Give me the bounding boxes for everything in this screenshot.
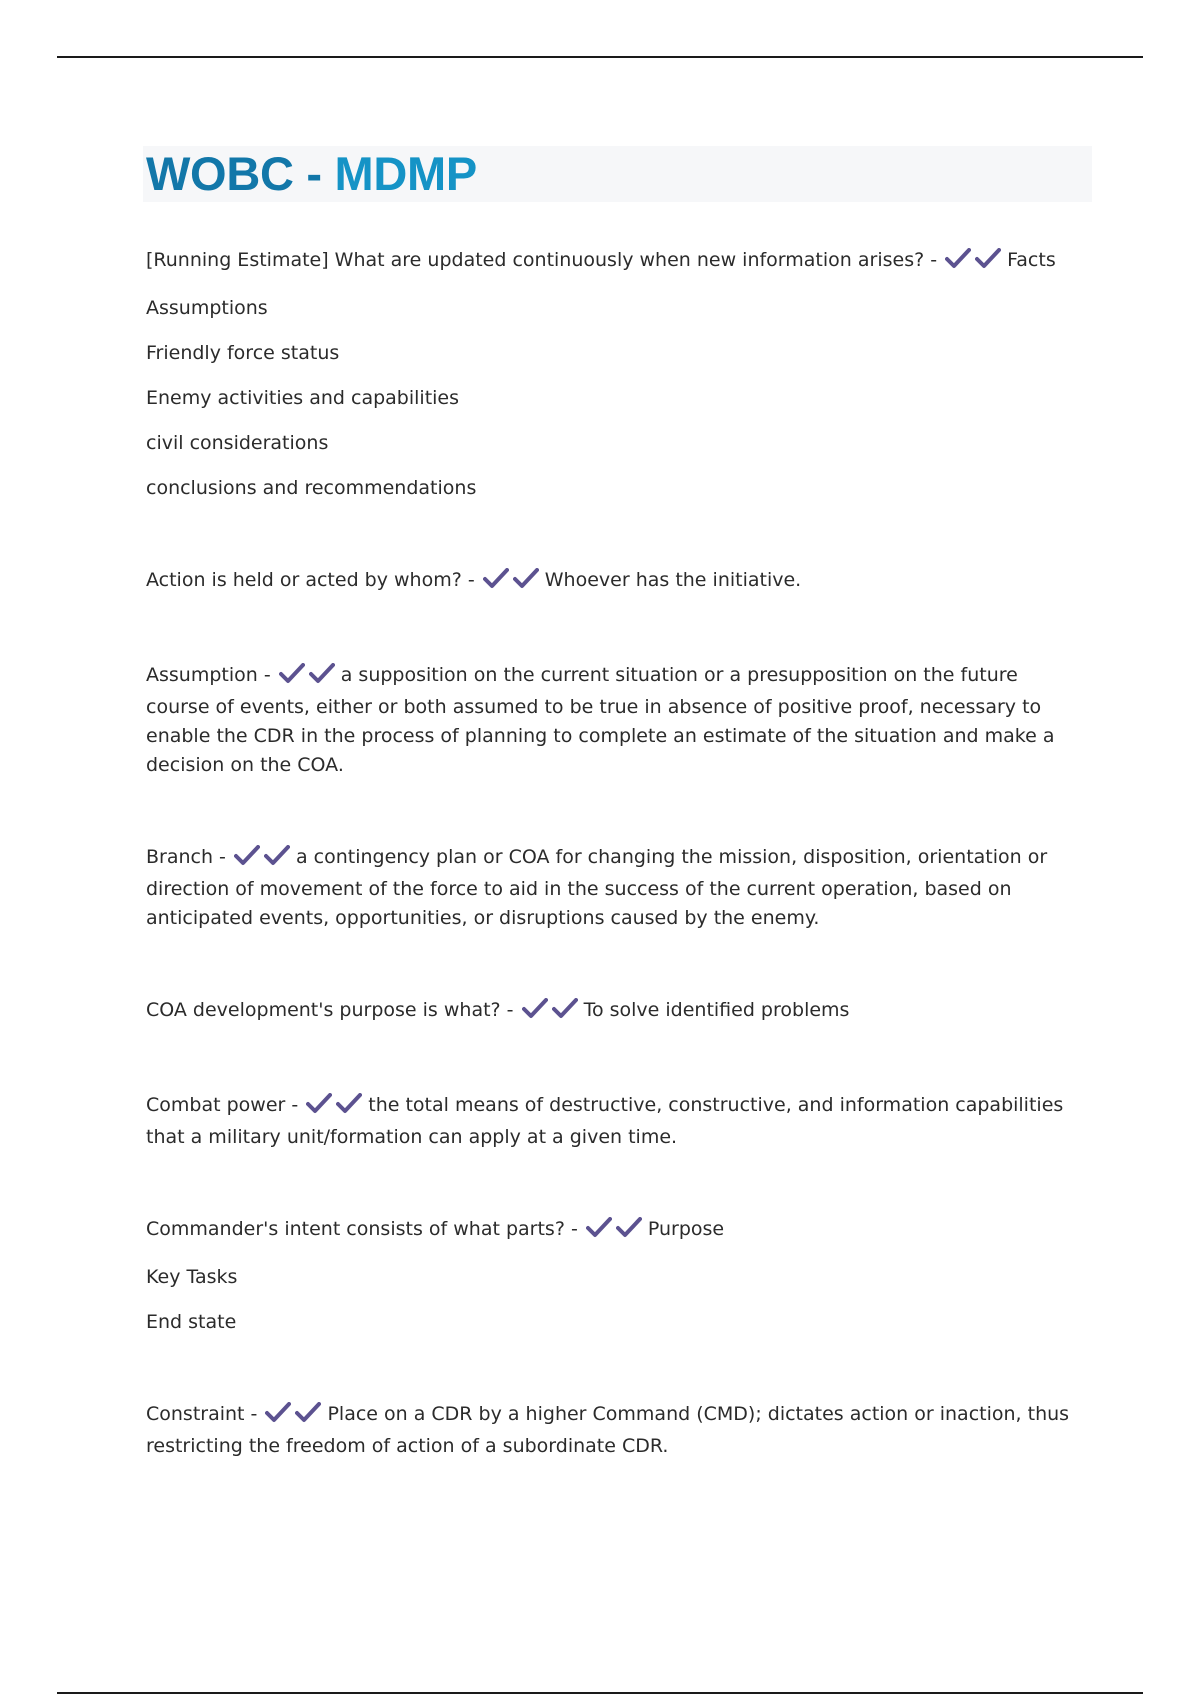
- flashcard-entry: [146, 661, 1086, 780]
- entry-line: [146, 1400, 1086, 1461]
- entry-subline: Assumptions: [146, 297, 268, 319]
- check-mark-icon: [234, 845, 260, 866]
- check-marks: [234, 845, 292, 875]
- entry-answer: Facts: [1007, 249, 1056, 271]
- entry-term: COA development's purpose is what? -: [146, 999, 520, 1021]
- check-mark-icon: [616, 1217, 642, 1238]
- flashcard-entry: [146, 843, 1086, 933]
- entry-answer: a supposition on the current situation or a presupposition on the future course of events, either or both assumed to be true in absence of positive proof, necessary to enable the CDR in the process of planning to complete an estimate of the situation and make a decision on the COA.: [146, 664, 1055, 776]
- check-marks: [265, 1402, 323, 1432]
- check-mark-icon: [336, 1093, 362, 1114]
- entry-subline: End state: [146, 1311, 237, 1333]
- entry-line: [146, 246, 1086, 278]
- entry-line: [146, 996, 1086, 1028]
- check-mark-icon: [264, 845, 290, 866]
- flashcard-entry: [146, 566, 1086, 598]
- entry-subline: civil considerations: [146, 432, 329, 454]
- check-mark-icon: [975, 248, 1001, 269]
- check-marks: [522, 998, 580, 1028]
- title-part-1: WOBC -: [146, 147, 335, 200]
- flashcard-entry: [146, 1400, 1086, 1461]
- check-mark-icon: [265, 1402, 291, 1423]
- check-marks: [586, 1217, 644, 1247]
- entry-line: [146, 566, 1086, 598]
- entry-answer: To solve identified problems: [583, 999, 850, 1021]
- top-rule: [57, 56, 1143, 58]
- entry-term: Combat power -: [146, 1094, 305, 1116]
- entry-subline: conclusions and recommendations: [146, 477, 477, 499]
- check-mark-icon: [309, 663, 335, 684]
- check-marks: [306, 1093, 364, 1123]
- check-marks: [483, 568, 541, 598]
- entry-line: [146, 843, 1086, 933]
- check-mark-icon: [279, 663, 305, 684]
- entry-term: Constraint -: [146, 1403, 264, 1425]
- entry-term: Commander's intent consists of what parts? -: [146, 1218, 584, 1240]
- flashcard-list: [146, 246, 1086, 1461]
- check-mark-icon: [552, 998, 578, 1019]
- flashcard-entry: [146, 1215, 1086, 1337]
- entry-line: [146, 1215, 1086, 1247]
- entry-line: [146, 661, 1086, 780]
- check-marks: [279, 663, 337, 693]
- title-part-2: MDMP: [334, 147, 477, 200]
- flashcard-entry: [146, 996, 1086, 1028]
- check-mark-icon: [513, 568, 539, 589]
- entry-term: [Running Estimate] What are updated continuously when new information arises? -: [146, 249, 944, 271]
- entry-answer: Whoever has the initiative.: [544, 569, 802, 591]
- flashcard-entry: [146, 1091, 1086, 1152]
- entry-subline: Friendly force status: [146, 342, 340, 364]
- entry-answer: Place on a CDR by a higher Command (CMD); dictates action or inaction, thus restricting the freedom of action of a subordinate CDR.: [146, 1403, 1070, 1457]
- entry-term: Assumption -: [146, 664, 277, 686]
- check-marks: [945, 248, 1003, 278]
- document-title: [146, 146, 477, 202]
- entry-answer: a contingency plan or COA for changing the mission, disposition, orientation or direction of movement of the force to aid in the success of the current operation, based on anticipated events, opportunities, or disruptions caused by the enemy.: [146, 846, 1048, 929]
- entry-subline: Key Tasks: [146, 1266, 238, 1288]
- flashcard-entry: [146, 246, 1086, 503]
- entry-line: [146, 1091, 1086, 1152]
- check-mark-icon: [295, 1402, 321, 1423]
- entry-answer: the total means of destructive, constructive, and information capabilities that a military unit/formation can apply at a given time.: [146, 1094, 1064, 1148]
- check-mark-icon: [586, 1217, 612, 1238]
- entry-answer: Purpose: [647, 1218, 725, 1240]
- check-mark-icon: [522, 998, 548, 1019]
- entry-term: Action is held or acted by whom? -: [146, 569, 481, 591]
- check-mark-icon: [306, 1093, 332, 1114]
- entry-term: Branch -: [146, 846, 232, 868]
- bottom-rule: [57, 1692, 1143, 1694]
- entry-subline: Enemy activities and capabilities: [146, 387, 460, 409]
- check-mark-icon: [945, 248, 971, 269]
- check-mark-icon: [483, 568, 509, 589]
